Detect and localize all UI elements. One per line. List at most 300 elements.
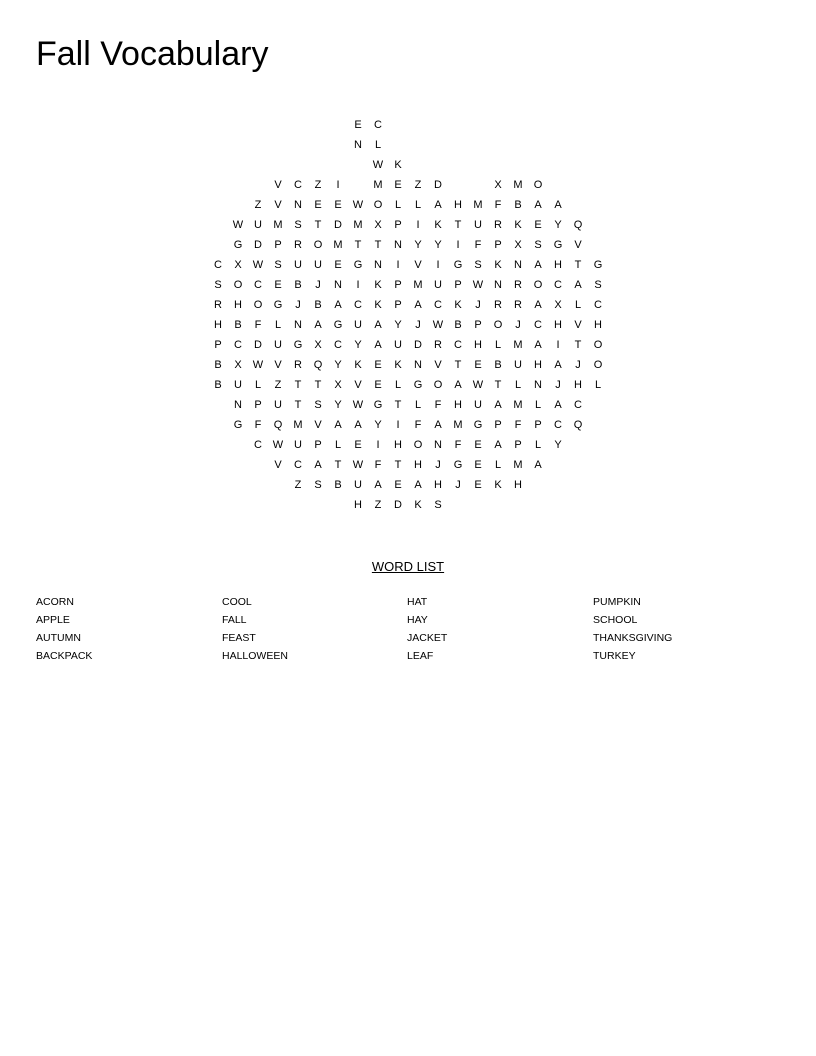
grid-letter: O [253,299,263,311]
grid-letter [528,155,548,175]
grid-letter: B [314,299,322,311]
grid-letter: U [354,319,362,331]
grid-letter: L [274,319,282,331]
grid-letter: A [334,299,342,311]
grid-letter: R [494,219,502,231]
grid-letter: O [433,379,443,391]
grid-letter: L [374,139,382,151]
grid-letter: E [374,379,382,391]
grid-letter [328,115,348,135]
grid-letter [468,115,488,135]
grid-letter: G [353,259,363,271]
grid-letter: Q [273,419,283,431]
grid-row [208,155,608,175]
grid-letter: H [594,319,602,331]
grid-letter [408,155,428,175]
grid-letter: L [254,379,262,391]
grid-letter: N [434,439,442,451]
grid-letter [328,155,348,175]
grid-letter: G [453,459,463,471]
grid-letter [228,195,248,215]
grid-letter: W [272,439,284,451]
grid-letter [208,215,228,235]
grid-letter: T [334,459,342,471]
grid-letter: V [274,179,282,191]
grid-letter [208,455,228,475]
grid-row [208,455,608,475]
grid-letter: L [534,439,542,451]
grid-letter: B [294,279,302,291]
grid-letter: E [354,439,362,451]
grid-letter [308,155,328,175]
grid-letter [248,135,268,155]
grid-letter: F [254,419,262,431]
grid-letter: H [434,479,442,491]
grid-letter [248,155,268,175]
grid-letter: F [254,319,262,331]
grid-letter: Z [314,179,322,191]
grid-letter: J [435,459,441,471]
grid-letter: E [474,479,482,491]
grid-row [208,355,608,375]
grid-letter [428,135,448,155]
grid-letter: C [574,399,582,411]
grid-letter: P [474,319,482,331]
grid-letter: J [455,479,461,491]
grid-letter: L [574,299,582,311]
grid-letter: E [334,199,342,211]
grid-row [208,495,608,515]
grid-letter: H [534,359,542,371]
grid-letter: T [294,379,302,391]
grid-letter [348,175,368,195]
grid-letter: A [334,419,342,431]
grid-letter: X [554,299,562,311]
grid-letter: H [574,379,582,391]
grid-letter: L [514,379,522,391]
grid-letter: T [394,399,402,411]
grid-letter [448,155,468,175]
grid-letter: U [314,259,322,271]
grid-letter: K [494,479,502,491]
grid-letter: C [454,339,462,351]
grid-letter: F [414,419,422,431]
grid-letter: P [394,219,402,231]
grid-letter [228,495,248,515]
word-list-item: HALLOWEEN [222,650,288,662]
grid-letter: X [374,219,382,231]
grid-letter [408,135,428,155]
grid-letter [208,135,228,155]
grid-letter [508,135,528,155]
grid-letter: I [356,279,360,291]
grid-letter: A [534,199,542,211]
grid-letter: M [513,399,523,411]
grid-letter: W [252,259,264,271]
grid-letter: S [274,259,282,271]
grid-letter: J [415,319,421,331]
grid-letter: U [294,439,302,451]
grid-letter: K [394,159,402,171]
grid-letter: F [454,439,462,451]
grid-letter: M [473,199,483,211]
grid-letter: C [354,299,362,311]
grid-letter: A [574,279,582,291]
grid-letter: R [214,299,222,311]
grid-letter: M [373,179,383,191]
grid-letter: E [354,119,362,131]
grid-letter [248,495,268,515]
grid-letter: N [374,259,382,271]
grid-letter [408,115,428,135]
grid-letter: O [533,179,543,191]
page-title: Fall Vocabulary [36,35,269,73]
word-list-item: THANKSGIVING [593,632,673,644]
grid-letter: P [494,419,502,431]
grid-letter [248,455,268,475]
grid-letter: A [534,459,542,471]
grid-letter [208,495,228,515]
grid-letter [448,135,468,155]
grid-letter: P [534,419,542,431]
grid-letter: C [254,279,262,291]
grid-letter: H [414,459,422,471]
grid-letter: J [475,299,481,311]
grid-letter: S [314,399,322,411]
grid-letter: N [534,379,542,391]
grid-letter: H [454,199,462,211]
grid-letter: A [314,319,322,331]
grid-letter: N [294,199,302,211]
word-list-item: FALL [222,614,247,626]
grid-letter [208,415,228,435]
grid-letter: A [314,459,322,471]
grid-letter: I [416,219,420,231]
grid-row [208,235,608,255]
grid-letter: P [254,399,262,411]
grid-letter: H [354,499,362,511]
grid-letter: N [294,319,302,331]
grid-letter: T [294,399,302,411]
grid-row [208,255,608,275]
grid-letter: U [234,379,242,391]
grid-letter: B [454,319,462,331]
grid-letter [228,475,248,495]
grid-letter [448,115,468,135]
grid-letter: A [414,299,422,311]
grid-letter: Q [573,219,583,231]
grid-letter: T [494,379,502,391]
grid-letter: V [574,319,582,331]
grid-letter [268,495,288,515]
grid-row [208,295,608,315]
grid-letter: E [474,359,482,371]
grid-letter: F [434,399,442,411]
grid-letter: F [514,419,522,431]
grid-letter: L [394,199,402,211]
grid-letter: G [373,399,383,411]
grid-letter: A [534,259,542,271]
grid-letter: Y [434,239,442,251]
grid-letter [248,475,268,495]
grid-letter: C [554,419,562,431]
grid-letter: E [374,359,382,371]
grid-letter: L [534,399,542,411]
grid-letter: B [214,379,222,391]
grid-letter: I [556,339,560,351]
grid-letter: J [515,319,521,331]
grid-letter: W [472,379,484,391]
grid-letter: U [394,339,402,351]
grid-letter: K [434,219,442,231]
grid-letter: O [413,439,423,451]
word-list-column [36,593,216,665]
word-list-heading [0,558,816,576]
grid-letter: M [273,219,283,231]
grid-letter: C [294,459,302,471]
grid-letter: G [233,239,243,251]
grid-letter: V [314,419,322,431]
grid-letter: T [394,459,402,471]
grid-row [208,115,608,135]
grid-letter [208,395,228,415]
grid-letter: J [295,299,301,311]
grid-letter: L [494,459,502,471]
grid-letter: R [294,239,302,251]
grid-letter: P [494,239,502,251]
grid-letter [308,495,328,515]
grid-letter: Z [374,499,382,511]
grid-letter: G [413,379,423,391]
grid-letter: Y [414,239,422,251]
grid-letter: G [593,259,603,271]
word-list-item: APPLE [36,614,70,626]
grid-letter [548,135,568,155]
grid-letter [208,195,228,215]
grid-letter: U [474,219,482,231]
grid-letter: C [594,299,602,311]
word-list-item: HAT [407,596,428,608]
grid-letter: R [514,299,522,311]
grid-letter: J [555,379,561,391]
grid-letter: C [534,319,542,331]
grid-letter: V [434,359,442,371]
grid-letter: B [214,359,222,371]
grid-letter: B [234,319,242,331]
grid-letter: H [514,479,522,491]
grid-letter: I [376,439,380,451]
grid-letter: W [352,459,364,471]
grid-letter [548,115,568,135]
word-search-grid [208,115,608,515]
grid-letter: I [336,179,340,191]
grid-letter: M [513,459,523,471]
grid-letter: A [374,479,382,491]
grid-letter: P [314,439,322,451]
grid-letter: Z [294,479,302,491]
grid-letter: V [274,459,282,471]
grid-letter [268,135,288,155]
grid-letter: U [474,399,482,411]
grid-letter: X [234,259,242,271]
grid-letter: H [474,339,482,351]
grid-letter: U [254,219,262,231]
grid-letter: N [414,359,422,371]
grid-letter: X [334,379,342,391]
grid-letter [528,115,548,135]
word-list-column [222,593,402,665]
grid-letter [208,155,228,175]
grid-letter: Z [274,379,282,391]
grid-letter: F [474,239,482,251]
grid-letter: N [234,399,242,411]
grid-letter: L [494,339,502,351]
grid-letter: I [436,259,440,271]
grid-letter: A [534,339,542,351]
grid-letter [468,175,488,195]
grid-letter: A [374,339,382,351]
grid-letter: S [474,259,482,271]
grid-letter: L [414,199,422,211]
grid-letter: U [274,399,282,411]
grid-letter: K [354,359,362,371]
grid-letter: G [473,419,483,431]
grid-letter: E [334,259,342,271]
grid-letter: X [314,339,322,351]
grid-letter [288,135,308,155]
grid-letter [268,475,288,495]
grid-letter: U [274,339,282,351]
grid-letter [428,115,448,135]
grid-letter: E [314,199,322,211]
grid-letter: K [394,359,402,371]
grid-letter: W [252,359,264,371]
grid-letter: W [352,399,364,411]
word-list-item: JACKET [407,632,448,644]
grid-letter: G [293,339,303,351]
grid-letter [548,155,568,175]
grid-letter [268,115,288,135]
grid-letter [388,115,408,135]
grid-letter: T [354,239,362,251]
grid-letter: Z [254,199,262,211]
grid-letter: Y [334,399,342,411]
grid-letter [208,435,228,455]
word-list-heading-text: WORD LIST [371,559,445,574]
grid-letter [248,115,268,135]
grid-letter: A [554,359,562,371]
grid-letter [348,155,368,175]
grid-letter: R [434,339,442,351]
word-list-item: AUTUMN [36,632,81,644]
grid-letter: O [493,319,503,331]
grid-row [208,435,608,455]
grid-letter: L [394,379,402,391]
grid-letter: M [413,279,423,291]
grid-letter: N [354,139,362,151]
grid-letter: J [315,279,321,291]
grid-letter: R [294,359,302,371]
grid-letter: P [274,239,282,251]
grid-letter: W [232,219,244,231]
grid-letter: S [214,279,222,291]
grid-letter: P [214,339,222,351]
grid-letter: P [394,279,402,291]
grid-letter [308,135,328,155]
grid-letter [228,435,248,455]
grid-letter [308,115,328,135]
grid-letter: H [234,299,242,311]
grid-letter: Q [573,419,583,431]
grid-letter: K [374,279,382,291]
grid-letter: V [574,239,582,251]
grid-letter: V [274,359,282,371]
grid-letter: I [456,239,460,251]
grid-letter: C [214,259,222,271]
grid-letter: B [334,479,342,491]
grid-letter: T [314,219,322,231]
grid-letter: G [333,319,343,331]
word-list-item: BACKPACK [36,650,93,662]
grid-row [208,335,608,355]
grid-letter: Y [374,419,382,431]
grid-letter [508,115,528,135]
word-list-column [593,593,773,665]
word-list-item: TURKEY [593,650,636,662]
grid-letter [328,495,348,515]
grid-letter: M [293,419,303,431]
grid-letter: C [294,179,302,191]
grid-letter [428,155,448,175]
grid-letter [208,115,228,135]
grid-letter: S [294,219,302,231]
grid-letter: X [234,359,242,371]
grid-letter [488,115,508,135]
grid-letter: N [494,279,502,291]
grid-letter: B [514,199,522,211]
grid-letter: G [553,239,563,251]
grid-letter: M [333,239,343,251]
grid-letter [488,135,508,155]
grid-row [208,415,608,435]
grid-letter: W [432,319,444,331]
grid-letter: I [396,419,400,431]
grid-letter: A [494,439,502,451]
grid-letter: D [394,499,402,511]
grid-letter: R [514,279,522,291]
grid-letter: S [314,479,322,491]
grid-letter: K [454,299,462,311]
grid-letter: T [314,379,322,391]
grid-letter: H [454,399,462,411]
word-list-item: PUMPKIN [593,596,641,608]
grid-letter: O [593,339,603,351]
grid-letter: B [494,359,502,371]
grid-letter: D [434,179,442,191]
grid-letter: M [353,219,363,231]
grid-letter: Q [313,359,323,371]
grid-letter: C [374,119,382,131]
grid-letter: H [554,259,562,271]
grid-letter: T [374,239,382,251]
grid-letter: V [354,379,362,391]
grid-letter: U [514,359,522,371]
grid-letter: P [514,439,522,451]
grid-letter [228,455,248,475]
grid-letter: C [234,339,242,351]
grid-letter [228,175,248,195]
grid-row [208,275,608,295]
